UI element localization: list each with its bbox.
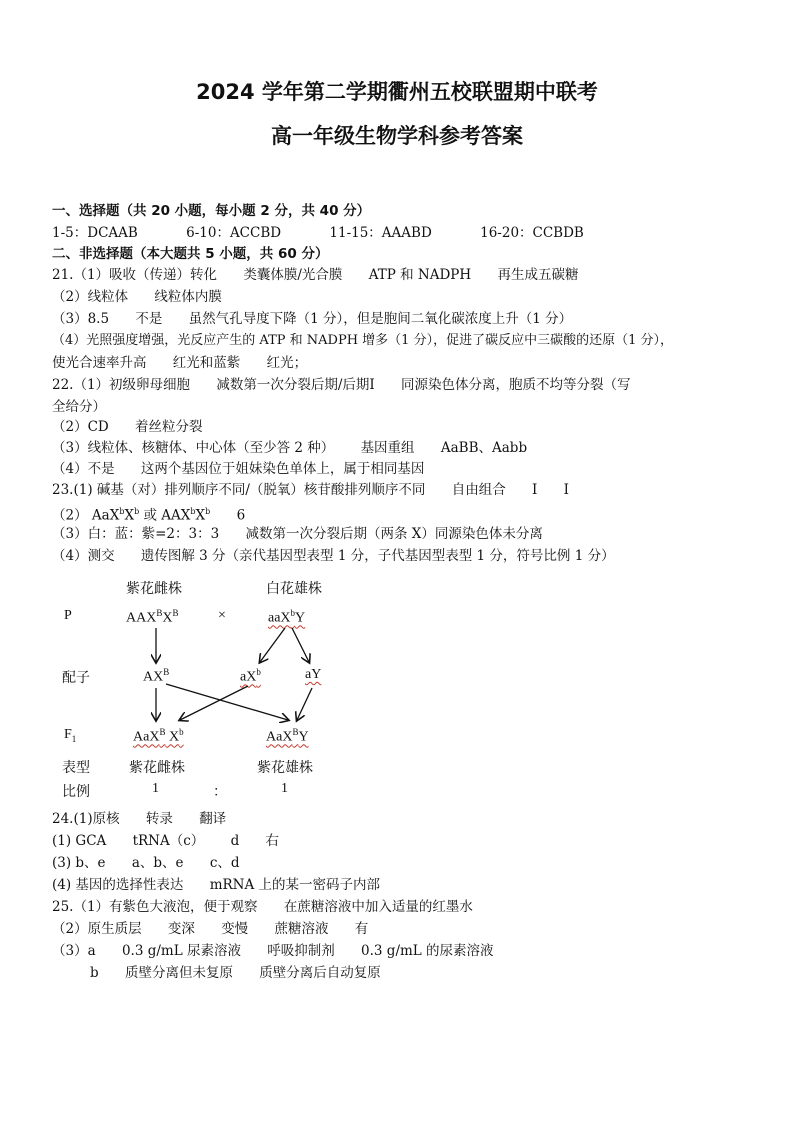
text: 6 — [236, 507, 246, 524]
text: (4) 基因的选择性表达 — [52, 877, 184, 893]
text: 红光和蓝紫 — [172, 355, 241, 371]
ratio-b: 1 — [281, 781, 288, 796]
cross-p-label: P — [64, 608, 72, 623]
mc-answer: 11-15：AAABD — [329, 225, 432, 241]
q25-line4 — [90, 964, 381, 982]
cross-male-label: 白花雄株 — [266, 582, 322, 597]
ratio-a: 1 — [152, 781, 159, 796]
cross-pheno-label: 表型 — [62, 761, 90, 776]
arrow-aY-to-f1b — [297, 688, 312, 720]
text: Ⅰ — [563, 482, 570, 498]
f1-male-phenotype: 紫花雄株 — [257, 761, 313, 776]
text: （2）线粒体 — [52, 289, 129, 305]
text: 变深 — [167, 921, 195, 937]
sup: b — [205, 507, 211, 516]
text: 质壁分离后自动复原 — [259, 965, 381, 981]
text: 呼吸抑制剂 — [267, 943, 335, 959]
text: 蔗糖溶液 — [274, 921, 329, 937]
text: （4）测交 — [52, 548, 115, 564]
sup: B — [172, 608, 179, 618]
arrow-male-to-aY — [292, 628, 309, 662]
text: 使光合速率升高 — [52, 355, 147, 371]
text: ATP 和 NADPH — [368, 267, 472, 283]
genotype: X — [124, 507, 135, 524]
cross-female-label: 紫花雌株 — [126, 582, 182, 597]
cross-ratio-label: 比例 — [62, 785, 90, 800]
text: 基因重组 — [360, 440, 415, 456]
text: 不是 — [135, 311, 163, 327]
genotype: AAX — [161, 507, 191, 524]
text: AaX — [266, 729, 293, 745]
text: b — [90, 965, 99, 981]
text: 23.(1) 碱基（对）排列顺序不同/（脱氧）核苷酸排列顺序不同 — [52, 482, 426, 498]
text: Ⅰ — [532, 482, 538, 498]
text: 类囊体膜/光合膜 — [243, 267, 343, 283]
mc-answer: 6-10：ACCBD — [186, 225, 282, 241]
text: X — [162, 610, 173, 626]
text: 质壁分离但未复原 — [124, 965, 233, 981]
text: 自由组合 — [451, 482, 506, 498]
text: AX — [143, 669, 164, 685]
text: 右 — [265, 833, 280, 849]
mc-answer: 1-5：DCAAB — [52, 225, 138, 241]
f1-female-phenotype: 紫花雌株 — [129, 761, 185, 776]
text: 变慢 — [221, 921, 249, 937]
q24-line2 — [52, 832, 279, 850]
text: 着丝粒分裂 — [135, 419, 203, 435]
text: 这两个基因位于姐妹染色单体上，属于相同基因 — [140, 461, 425, 477]
text: F — [64, 727, 72, 742]
genotype: AaX — [91, 507, 120, 524]
text: aX — [240, 669, 257, 685]
sup: B — [156, 608, 163, 618]
text: 翻译 — [199, 811, 227, 827]
text: （3）白：蓝：紫=2：3：3 — [52, 526, 220, 542]
text: 红光； — [266, 355, 308, 371]
text: mRNA 上的某一密码子内部 — [209, 877, 381, 893]
q25-line3 — [52, 942, 494, 960]
sup: B — [163, 667, 170, 677]
text: 或 — [143, 507, 162, 524]
text: 线粒体内膜 — [154, 289, 222, 305]
text: AAX — [126, 610, 157, 626]
text: （3）线粒体、核糖体、中心体（至少答 2 种） — [52, 440, 335, 456]
page-title: 2024 学年第二学期衢州五校联盟期中联考 — [196, 80, 598, 104]
text: 0.3 g/mL 尿素溶液 — [121, 943, 241, 959]
text: 转录 — [145, 811, 173, 827]
text: AaX — [133, 729, 160, 745]
text: (3) b、e — [52, 855, 106, 871]
text: 减数第一次分裂后期（两条 X）同源染色体未分离 — [245, 526, 543, 542]
text: 22.（1）初级卵母细胞 — [52, 377, 191, 393]
text: （3）8.5 — [52, 311, 110, 327]
text: （3）a — [52, 943, 96, 959]
arrow-AXB-to-f1b — [166, 684, 288, 720]
genotype: X — [195, 507, 206, 524]
text: a、b、e — [131, 855, 184, 871]
section1-heading: 一、选择题（共 20 小题，每小题 2 分，共 40 分） — [52, 203, 371, 219]
text: 减数第一次分裂后期/后期Ⅰ — [216, 377, 375, 393]
text: 24.(1)原核 — [52, 811, 120, 827]
q24-line4 — [52, 876, 380, 894]
section2-heading: 二、非选择题（本大题共 5 小题，共 60 分） — [52, 246, 329, 262]
ratio-colon: ： — [213, 785, 227, 800]
text: Y — [298, 729, 309, 745]
sup: b — [190, 507, 196, 516]
q25-line2 — [52, 920, 368, 938]
sup: B — [159, 727, 166, 737]
text: c、d — [209, 855, 240, 871]
text: 有 — [354, 921, 369, 937]
q24-line1 — [52, 810, 226, 828]
gamete-aY: aY — [305, 667, 322, 682]
text: 虽然气孔导度下降（1 分），但是胞间二氧化碳浓度上升（1 分） — [188, 311, 573, 327]
q21-line4: （4）光照强度增强，光反应产生的 ATP 和 NADPH 增多（1 分），促进了碳反应中三碳酸的还原（1 分）， — [52, 333, 673, 348]
sup: b — [119, 507, 125, 516]
q22-line2: 全给分） — [52, 399, 106, 415]
text: 同源染色体分离，胞质不均等分裂（写 — [401, 377, 631, 393]
text: AaBB、Aabb — [440, 440, 528, 456]
text: (1) GCA — [52, 833, 107, 849]
cross-gamete-label: 配子 — [62, 671, 90, 686]
text: （2）CD — [52, 419, 109, 435]
text: 0.3 g/mL 的尿素溶液 — [361, 943, 494, 959]
sup: b — [179, 727, 184, 737]
arrow-male-to-aXb — [260, 628, 285, 662]
sup: b — [256, 667, 261, 677]
text: 在蔗糖溶液中加入适量的红墨水 — [283, 899, 473, 915]
mc-answer: 16-20：CCBDB — [480, 225, 584, 241]
sup: b — [134, 507, 140, 516]
text: Y — [295, 610, 306, 626]
text: 再生成五碳糖 — [497, 267, 579, 283]
text: 遗传图解 3 分（亲代基因型表型 1 分，子代基因型表型 1 分，符号比例 1 分） — [140, 548, 615, 564]
sup: b — [290, 608, 296, 618]
text: tRNA（c） — [132, 833, 205, 849]
text: 25.（1）有紫色大液泡，便于观察 — [52, 899, 258, 915]
text: d — [230, 833, 240, 849]
sub: 1 — [71, 733, 77, 744]
page-subtitle: 高一年级生物学科参考答案 — [271, 124, 523, 148]
sup: B — [292, 727, 299, 737]
text: （2） — [52, 507, 88, 524]
cross-times: × — [218, 608, 226, 623]
text: aaX — [268, 610, 291, 626]
text: （4）不是 — [52, 461, 115, 477]
text: X — [165, 729, 180, 745]
q25-line1 — [52, 898, 473, 916]
text: 21.（1）吸收（传递）转化 — [52, 267, 218, 283]
q24-line3 — [52, 854, 240, 872]
text: （2）原生质层 — [52, 921, 142, 937]
